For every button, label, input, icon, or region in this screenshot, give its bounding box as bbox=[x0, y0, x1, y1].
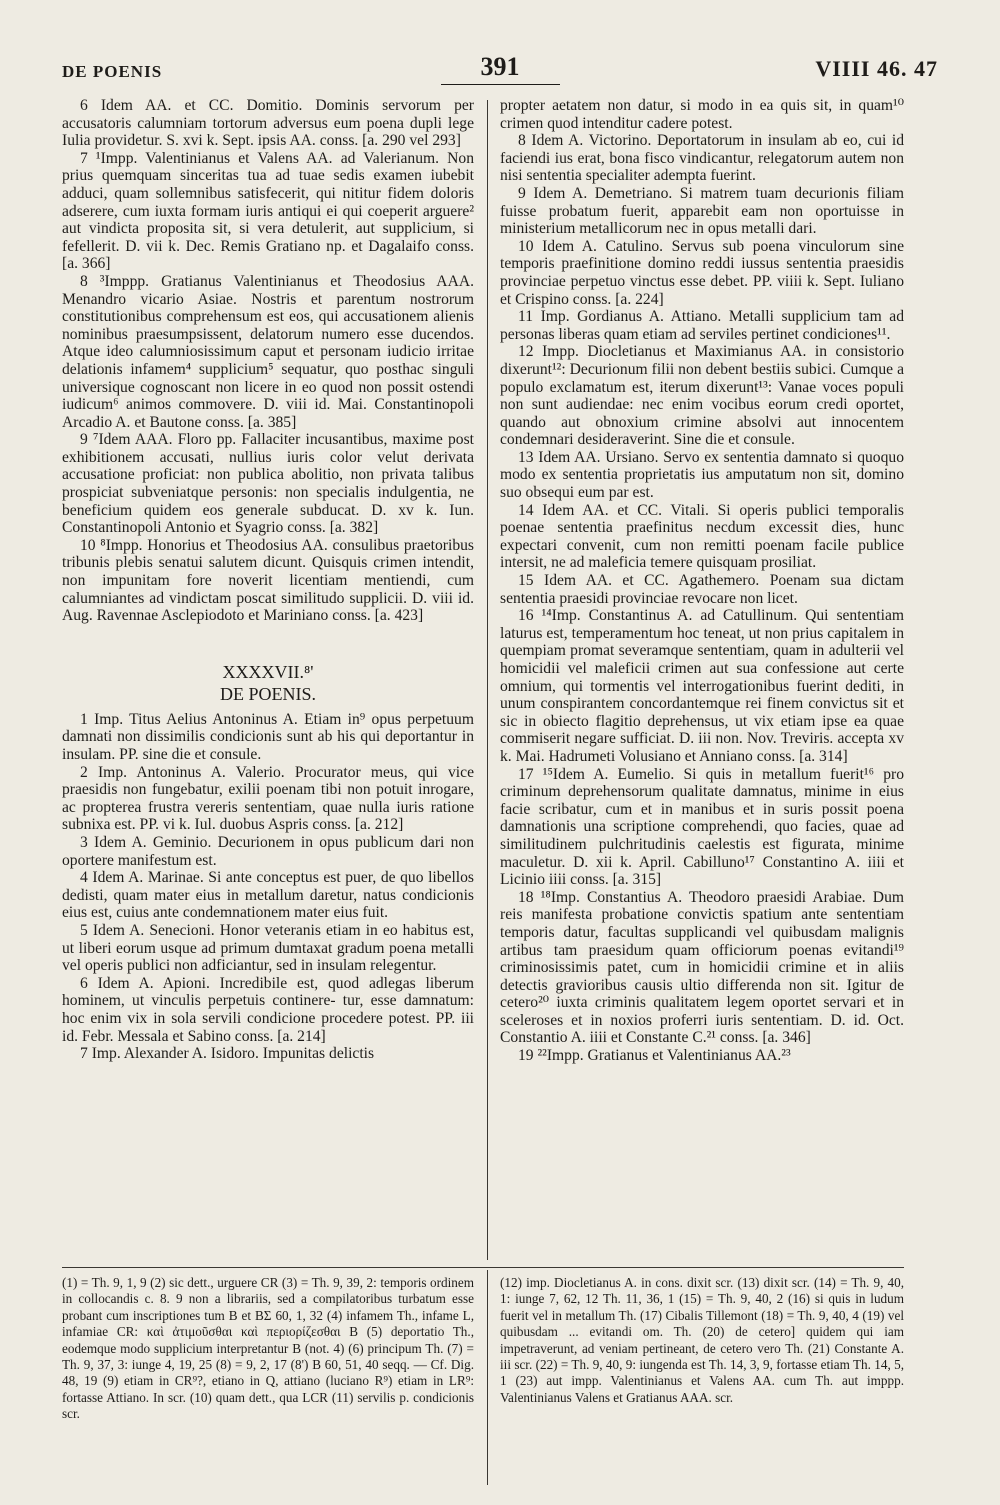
footnote-text: (12) imp. Diocletianus A. in cons. dixit scr. (13) dixit scr. (14) = Th. 9, 40, 1: iunge 7, 62, 12 Th. 11, 36, 1 (15) = Th. 9, 40, 2 (16) si quis in ludum fuerit vel in metallum Th. (17) Cibalis Tillemont (18) = Th. 9, 40, 4 (19) vel quibusdam ... evitandi om. Th. (20) de cetero] quidem qui iam impetraverunt, ad veniam pertineant, de cetero vero Th. (21) Constante A. iii scr. (22) = Th. 9, 40, 9: iungenda est Th. 14, 3, 9, fortasse etiam Th. 14, 5, 1 (23) aut impp. Valentinianus et Valens AA. cum Th. aut imppp. Valentinianus Valens et Gratianus AAA. scr. bbox=[500, 1275, 904, 1405]
page-number-wrap bbox=[62, 52, 938, 85]
paragraph: 7 Imp. Alexander A. Isidoro. Impunitas delictis bbox=[80, 1045, 375, 1063]
paragraph: 9 Idem A. Demetriano. Si matrem tuam decurionis filiam fuisse probatum fuerit, apparebit eam non oportuisse in ministerium metallicorum nec in opus metalli dari. bbox=[500, 184, 904, 238]
paragraph: 10 ⁸Impp. Honorius et Theodosius AA. consulibus praetoribus tribunis plebis senatui salutem dicunt. Quisquis crimen intendit, non impunitam fore noverit licentiam mentiendi, cum calumniantes ad vindictam poscat similitudo supplicii. D. viii id. Aug. Ravennae Asclepiodoto et Mariniano conss. [a. 423] bbox=[62, 536, 474, 625]
paragraph: 1 Imp. Titus Aelius Antoninus A. Etiam in⁹ opus perpetuum damnati non dissimilis condicionis sunt ab his qui deportantur in insulam. PP. sine die et consule. bbox=[62, 710, 474, 763]
paragraph: 17 ¹⁵Idem A. Eumelio. Si quis in metallum fuerit¹⁶ pro criminum deprehensorum qualitate damnatus, minime in eius facie scribatur, cum et in manibus et in suris possit poena damnationis una scriptione comprehendi, quo facies, quae ad similitudinem pulchritudinis caelestis est figurata, minime maculetur. D. xii k. April. Cabilluno¹⁷ Constantino A. iiii et Licinio iiii conss. [a. 315] bbox=[500, 765, 904, 889]
header-section: VIIII 46. 47 bbox=[815, 56, 938, 81]
paragraph: 6 Idem AA. et CC. Domitio. Dominis servorum per accusatoris calumniam tortorum adversus eum poena dupli lege Iulia providetur. S. xvi k. Sept. ipsis AA. conss. [a. 290 vel 293] bbox=[62, 97, 474, 150]
paragraph: 15 Idem AA. et CC. Agathemero. Poenam sua dictam sententia praesidi provinciae revocare non licet. bbox=[500, 572, 904, 607]
paragraph: 3 Idem A. Geminio. Decurionem in opus publicum dari non oportere manifestum est. bbox=[62, 833, 474, 869]
column-divider bbox=[487, 100, 488, 1260]
paragraph: 8 ³Imppp. Gratianus Valentinianus et Theodosius AAA. Menandro vicario Asiae. Nostris et parentum nostrorum constitutionibus comprehensum est eos, qui accusationem alienis nominibus praesumpsissent, delatorum numero esse ducendos. Atque ideo calumniosissimum caput et personam iudicio irritae delationis infamem⁴ supplicium⁵ sequatur, quo posthac singuli universique cognoscant non licere in eo quod non possit ostendi iudicum⁶ animos commovere. D. viii id. Mai. Constantinopoli Arcadio A. et Bautone conss. [a. 385] bbox=[62, 272, 474, 431]
paragraph: 11 Imp. Gordianus A. Attiano. Metalli supplicium tam ad personas liberas quam etiam ad serviles pertinet condiciones¹¹. bbox=[500, 308, 904, 343]
paragraph: 7 ¹Impp. Valentinianus et Valens AA. ad Valerianum. Non prius quemquam sinceritas tua ad tuae sedis examen iubebit adduci, quam sollemnibus satisfecerit, qui nititur fidem doloris adserere, cum iuxta formam iuris antiqui ei qui coeperit arguere² aut vindicta proposita sit, si vera detulerit, aut supplicium, si fefellerit. D. vii k. Dec. Remis Gratiano np. et Dagalaifo conss. [a. 366] bbox=[62, 149, 474, 273]
paragraph: 5 Idem A. Senecioni. Honor veteranis etiam in eo habitus est, ut liberi eorum usque ad primum dumtaxat gradum poena metalli vel operis publici non adficiantur, sed in insulam relegentur. bbox=[62, 921, 474, 975]
footnote-column-divider bbox=[487, 1270, 488, 1485]
paragraph: 9 ⁷Idem AAA. Floro pp. Fallaciter incusantibus, maxime post exhibitionem accusati, nullius iuris color velut derivata accusatione proficiat: non publica abolitio, non privata talibus prospiciat subveniatque personis: non specialis indulgentia, ne beneficium quidem eos generale subducat. D. xv k. Iun. Constantinopoli Antonio et Syagrio conss. [a. 382] bbox=[62, 431, 474, 537]
header-title: DE POENIS bbox=[62, 62, 163, 81]
footnotes-left bbox=[62, 1275, 474, 1423]
paragraph: 18 ¹⁸Imp. Constantius A. Theodoro praesidi Arabiae. Dum reis manifesta probatione convictis spatium ante sententiam temporis datur, facultas supplicandi vel quibusdam malignis artibus tam praesidum quam officiorum poenas evitandi¹⁹ criminosissimis patet, cum in homicidii crimine et in aliis detectis gravioribus causis ultio differenda non sit. Igitur de cetero²⁰ iuxta criminis qualitatem legem oportet servari et in sceleroses et in noxios proferri iuris sententiam. D. id. Oct. Constantio A. iiii et Constante C.²¹ conss. [a. 346] bbox=[500, 888, 904, 1047]
running-header bbox=[62, 52, 938, 92]
page-number: 391 bbox=[441, 52, 560, 85]
section-title: DE POENIS. bbox=[219, 683, 316, 704]
paragraph: 6 Idem A. Apioni. Incredibile est, quod adlegas liberum hominem, ut vinculis perpetuis continere- tur, esse damnatum: hoc enim vix in sola servili condicione procedere potest. PP. iii id. Febr. Messala et Sabino conss. [a. 214] bbox=[62, 974, 474, 1045]
paragraph: 10 Idem A. Catulino. Servus sub poena vinculorum sine temporis praefinitione domino reddi iussus sententia praesidis provinciae perpetuo vinctus esse debet. PP. viiii k. Sept. Iuliano et Crispino conss. [a. 224] bbox=[500, 237, 904, 308]
paragraph: 19 ²²Impp. Gratianus et Valentinianus AA.²³ bbox=[518, 1047, 791, 1065]
paragraph: 13 Idem AA. Ursiano. Servo ex sententia damnato si quoquo modo ex sententia proprietatis ius amputatum non sit, domino suo obsequi eum par est. bbox=[500, 448, 904, 502]
paragraph: 4 Idem A. Marinae. Si ante conceptus est puer, de quo libellos dedisti, quam mater eius in metallum daretur, natus condicionis eius est, cuius ante condemnationem mater eius fuit. bbox=[62, 869, 474, 922]
paragraph: 14 Idem AA. et CC. Vitali. Si operis publici temporalis poenae sententia praefinitus necdum excessit dies, hunc expectari convenit, cum non remitti poenam facile publice intersit, ne ad maleficia temere quisquam prosiliat. bbox=[500, 501, 904, 572]
section-number: XXXXVII.⁸' bbox=[222, 661, 314, 682]
paragraph: 2 Imp. Antoninus A. Valerio. Procurator meus, qui vice praesidis non fungebatur, exilii poenam tibi non potuit inrogare, ac propterea frustra vereris sententiam, quae nulla iuris ratione subnixa est. PP. vi k. Iul. duobus Aspris conss. [a. 212] bbox=[62, 763, 474, 834]
paragraph: 16 ¹⁴Imp. Constantinus A. ad Catullinum. Qui sententiam laturus est, temperamentum hoc teneat, ut non prius capitalem in quempiam promat severamque sententiam, quam in adulterii vel homicidii vel maleficii crimen aut sua confessione aut certe omnium, qui tormentis vel interrogationibus fuerint dediti, in unum conspirantem concordantemque rei finem convictus sit et sic in obiecto flagitio deprehensus, ut vix etiam ipse ea quae commiserit negare sufficiat. D. iii non. Nov. Treviris. accepta xv k. Mai. Hadrumeti Volusiano et Anniano conss. [a. 314] bbox=[500, 607, 904, 765]
footnote-text: (1) = Th. 9, 1, 9 (2) sic dett., urguere CR (3) = Th. 9, 39, 2: temporis ordinem in collocandis c. 8. 9 non a librariis, sed a compilatoribus turbatum esse probant cum inscriptiones tum B et BΣ 60, 1, 32 (4) infamem Th., infame L, infamiae CR: καὶ ἀτιμοῦσθαι καὶ περιορίζεσθαι B (5) deportatio Th., eodemque modo supplicium interpretantur B (not. 4) (6) principum Th. (7) = Th. 9, 37, 3: iunge 4, 19, 25 (8) = 9, 2, 17 (8') B 60, 51, 40 seqq. — Cf. Dig. 48, 19 (9) etiam in CR⁹?, etiano in Q, attiano (luciano R⁹) etiam in LR⁹: fortasse Attiano. In scr. (10) quam dett., qua LCR (11) servilis p. condicionis scr. bbox=[62, 1275, 474, 1422]
paragraph: 12 Impp. Diocletianus et Maximianus AA. in consistorio dixerunt¹²: Decurionum filii non debent bestiis subici. Cumque a populo exclamatum est, iterum dixerunt¹³: Vanae voces populi non sunt audiendae: nec enim vocibus eorum credi oportet, quando aut obnoxium crimine absolvi aut innocentem condemnari desideraverint. Sine die et consule. bbox=[500, 343, 904, 449]
paragraph-continuation: propter aetatem non datur, si modo in ea quis sit, in quam¹⁰ crimen quod intenditur cadere potest. bbox=[500, 97, 904, 132]
footnotes-right bbox=[500, 1275, 904, 1406]
right-column bbox=[500, 97, 904, 1065]
left-column bbox=[62, 97, 474, 1063]
paragraph: 8 Idem A. Victorino. Deportatorum in insulam ab eo, cui id faciendi ius erat, bona fisco vindicantur, relegatorum autem non nisi sententia specialiter adempta fuerint. bbox=[500, 132, 904, 185]
footnote-divider bbox=[62, 1267, 904, 1268]
